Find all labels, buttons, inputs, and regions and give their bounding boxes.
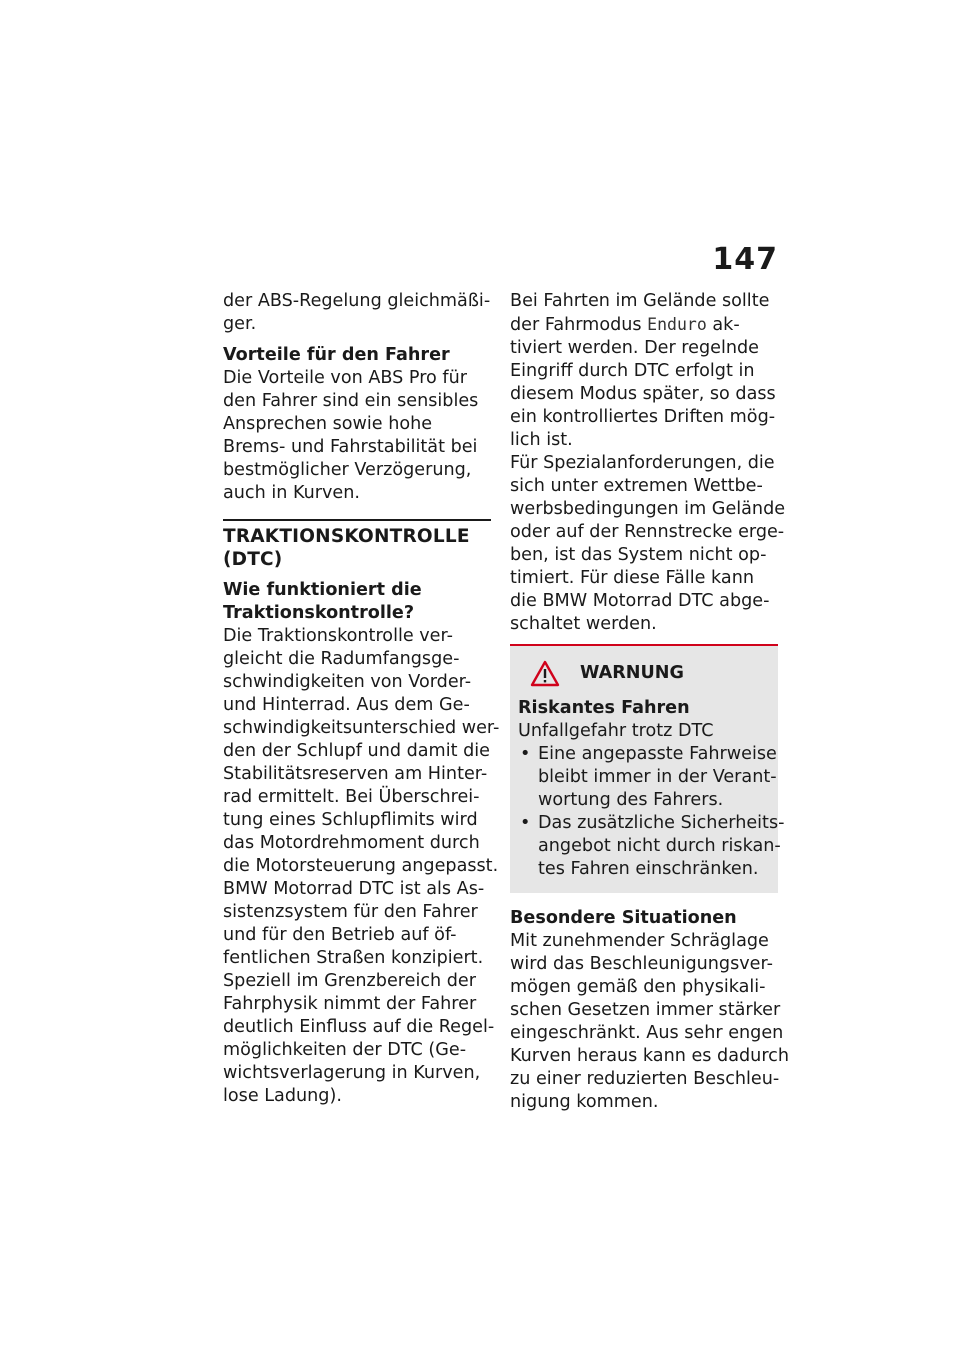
warning-bullet: • Eine angepasste Fahrweise bleibt immer in der Verant- wortung des Fahrers. <box>520 744 777 810</box>
besondere-block: Besondere Situationen Mit zunehmender Schräglage wird das Beschleunigungsver- mögen gemäß den physikali- schen Gesetzen immer stärker eingeschränkt. Aus sehr engen Kurven heraus kann es dadurch zu einer reduzierten Beschleu- nigung kommen. <box>510 908 789 1112</box>
spezial-paragraph: Für Spezialanforderungen, die sich unter extremen Wettbe- werbsbedingungen im Gelände oder auf der Rennstrecke erge- ben, ist das System nicht op- timiert. Für diese Fälle kann die BMW Motorrad DTC abge- schaltet werden. <box>510 453 786 634</box>
wie-heading: Wie funktioniert die <box>223 580 422 600</box>
vorteile-heading: Vorteile für den Fahrer <box>223 345 450 365</box>
bmw-dtc-paragraph: BMW Motorrad DTC ist als As- sistenzsystem für den Fahrer und für den Betrieb auf öf- fentlichen Straßen konzipiert. Speziell im Grenzbereich der Fahrphysik nimmt der Fahrer deutlich Einfluss auf die Regel- möglichkeiten der DTC (Ge- wichtsverlagerung in Kurven, lose Ladung). <box>223 879 495 1106</box>
warning-triangle-icon <box>530 660 560 687</box>
warning-heading: Riskantes Fahren <box>518 698 690 718</box>
intro-paragraph: der ABS-Regelung gleichmäßi- ger. <box>223 291 491 334</box>
right-column <box>510 290 789 1122</box>
warning-box <box>510 644 785 893</box>
besondere-heading: Besondere Situationen <box>510 908 737 928</box>
page-number: 147 <box>712 242 778 277</box>
wie-block: Wie funktioniert die Traktionskontrolle? Die Traktionskontrolle ver- gleicht die Radumfangsge- schwindigkeiten von Vorder- und Hinterrad. Aus dem Ge- schwindigkeitsunterschied wer- den der Schlupf und damit die Stabilitätsreserven am Hinter- rad ermittelt. Bei Überschrei- tung eines Schlupflimits wird das Motordrehmoment durch die Motorsteuerung angepasst. <box>223 580 500 876</box>
warning-header <box>530 660 770 687</box>
mode-enduro: Enduro <box>647 315 707 334</box>
warning-bullet: • Das zusätzliche Sicherheits- angebot nicht durch riskan- tes Fahren einschränken. <box>520 813 785 879</box>
left-column <box>223 290 500 1116</box>
warning-title: WARNUNG <box>580 663 684 683</box>
warning-subheading: Unfallgefahr trotz DTC <box>518 721 714 741</box>
section-divider <box>223 519 491 521</box>
vorteile-block: Vorteile für den Fahrer Die Vorteile von ABS Pro für den Fahrer sind ein sensibles Ansprechen sowie hohe Brems- und Fahrstabilität bei bestmöglicher Verzögerung, auch in Kurven. <box>223 344 491 505</box>
gelaende-paragraph: Bei Fahrten im Gelände sollte der Fahrmodus Enduro ak- tiviert werden. Der regelnde Eingriff durch DTC erfolgt in diesem Modus später, so dass ein kontrolliertes Driften mög- lich ist. <box>510 291 776 450</box>
section-title: TRAKTIONSKONTROLLE (DTC) <box>223 526 470 570</box>
